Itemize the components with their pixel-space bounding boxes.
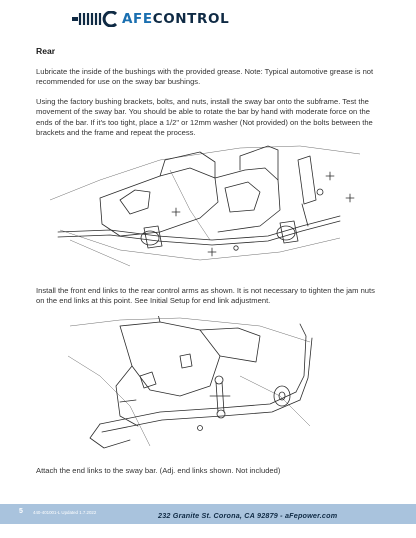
- sway-bar-subframe-illustration: [40, 140, 380, 272]
- coil-spring-logo-icon: [72, 11, 118, 27]
- section-title: Rear: [36, 46, 56, 56]
- paragraph-attach-end-links: Attach the end links to the sway bar. (Adj. end links shown. Not included): [36, 466, 281, 475]
- document-id: 440-401001-L Updated 1.7.2022: [33, 510, 97, 515]
- paragraph-front-end-links: Install the front end links to the rear control arms as shown. It is not necessary to tighten the jam nuts on the end links at this point. See Initial Setup for end link adjustment.: [36, 286, 375, 306]
- afe-control-logo: [72, 8, 229, 30]
- footer-address: 232 Granite St. Corona, CA 92879 - aFepower.com: [158, 511, 338, 520]
- paragraph-install-sway-bar: Using the factory bushing brackets, bolts, and nuts, install the sway bar onto the subframe. Test the movement of the sway bar. You should be able to rotate the bar by hand with moderate force on the ends of the bar. If it's too tight, place a 1/2" or 12mm washer (Not provided) on the bolts between the brackets and the frame and repeat the process.: [36, 97, 373, 138]
- end-link-control-arm-illustration: [60, 316, 320, 458]
- paragraph-lubricate: Lubricate the inside of the bushings with the provided grease. Note: Typical automotive grease is not recommended for use on the sway bar bushings.: [36, 67, 374, 87]
- page-number: 5: [19, 508, 23, 515]
- logo-wordmark: AFECONTROL: [122, 11, 230, 27]
